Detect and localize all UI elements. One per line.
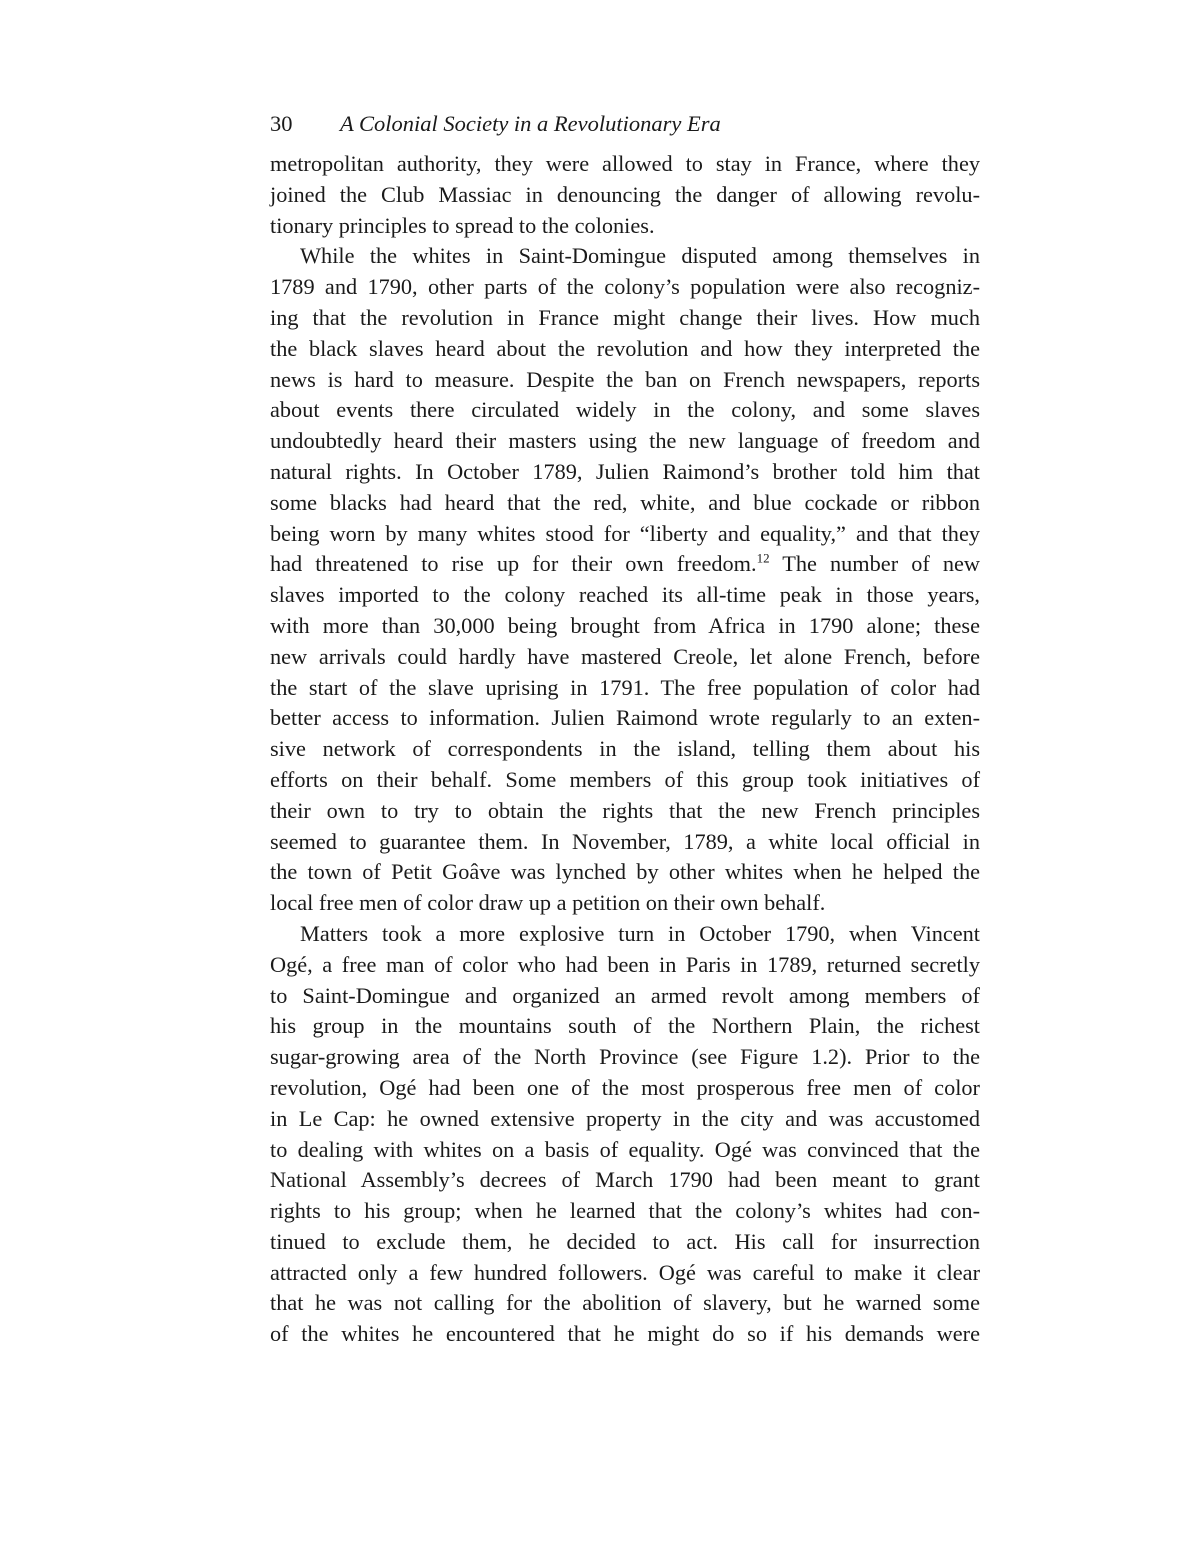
text-line: new arrivals could hardly have mastered Creole, let alone French, before (270, 643, 980, 669)
text-line: Ogé, a free man of color who had been in Paris in 1789, returned secretly (270, 951, 980, 977)
text-line: slaves imported to the colony reached its all-time peak in those years, (270, 582, 980, 608)
text-line: the town of Petit Goâve was lynched by other whites when he helped the (270, 859, 980, 885)
text-line: to dealing with whites on a basis of equality. Ogé was convinced that the (270, 1136, 980, 1162)
text-line: their own to try to obtain the rights that the new French principles (270, 797, 980, 823)
text-line: tinued to exclude them, he decided to act. His call for insurrection (270, 1228, 980, 1254)
text-line: revolution, Ogé had been one of the most prosperous free men of color (270, 1074, 980, 1100)
text-line: his group in the mountains south of the Northern Plain, the richest (270, 1013, 980, 1039)
text-line: metropolitan authority, they were allowed to stay in France, where they (270, 151, 980, 176)
paragraph (270, 149, 980, 241)
text-line: attracted only a few hundred followers. Ogé was careful to make it clear (270, 1259, 980, 1285)
text-line: local free men of color draw up a petition on their own behalf. (270, 890, 826, 916)
text-line: tionary principles to spread to the colonies. (270, 212, 655, 238)
text-line: sugar-growing area of the North Province (see Figure 1.2). Prior to the (270, 1044, 980, 1070)
body-text (270, 149, 980, 1350)
text-line: the black slaves heard about the revolution and how they interpreted the (270, 335, 980, 361)
text-line: with more than 30,000 being brought from Africa in 1790 alone; these (270, 612, 980, 638)
paragraph (270, 919, 980, 1350)
text-line: joined the Club Massiac in denouncing the danger of allowing revolu- (270, 181, 980, 207)
text-line: seemed to guarantee them. In November, 1789, a white local official in (270, 828, 980, 854)
text-segment: had threatened to rise up for their own freedom. (270, 551, 757, 577)
text-line: While the whites in Saint-Domingue disputed among themselves in (300, 243, 980, 269)
text-line: National Assembly’s decrees of March 1790 had been meant to grant (270, 1167, 980, 1193)
text-line: that he was not calling for the abolition of slavery, but he warned some (270, 1290, 980, 1316)
running-head (270, 108, 982, 140)
text-line: of the whites he encountered that he might do so if his demands were (270, 1321, 980, 1347)
text-line: efforts on their behalf. Some members of this group took initiatives of (270, 766, 980, 792)
text-line: to Saint-Domingue and organized an armed revolt among members of (270, 982, 980, 1008)
text-line: better access to information. Julien Raimond wrote regularly to an exten- (270, 705, 980, 731)
text-line: sive network of correspondents in the island, telling them about his (270, 736, 980, 762)
text-line: news is hard to measure. Despite the ban on French newspapers, reports (270, 366, 980, 392)
text-line: in Le Cap: he owned extensive property in the city and was accustomed (270, 1105, 980, 1131)
book-title: A Colonial Society in a Revolutionary Era (340, 111, 721, 136)
text-line: undoubtedly heard their masters using the new language of freedom and (270, 428, 980, 454)
text-line: some blacks had heard that the red, white, and blue cockade or ribbon (270, 489, 980, 515)
text-segment: The number of new (769, 551, 980, 577)
footnote-marker[interactable]: 12 (756, 550, 770, 566)
text-line: the start of the slave uprising in 1791. The free population of color had (270, 674, 980, 700)
text-line: Matters took a more explosive turn in October 1790, when Vincent (300, 920, 980, 946)
text-line: ing that the revolution in France might change their lives. How much (270, 304, 980, 330)
text-line: natural rights. In October 1789, Julien Raimond’s brother told him that (270, 458, 980, 484)
text-line: 1789 and 1790, other parts of the colony’s population were also recogniz- (270, 274, 980, 300)
page-number: 30 (270, 111, 293, 136)
paragraph (270, 241, 980, 919)
text-line: rights to his group; when he learned that the colony’s whites had con- (270, 1198, 980, 1224)
text-line-with-footnote (270, 549, 980, 580)
text-line: about events there circulated widely in the colony, and some slaves (270, 397, 980, 423)
text-line: being worn by many whites stood for “liberty and equality,” and that they (270, 520, 980, 546)
